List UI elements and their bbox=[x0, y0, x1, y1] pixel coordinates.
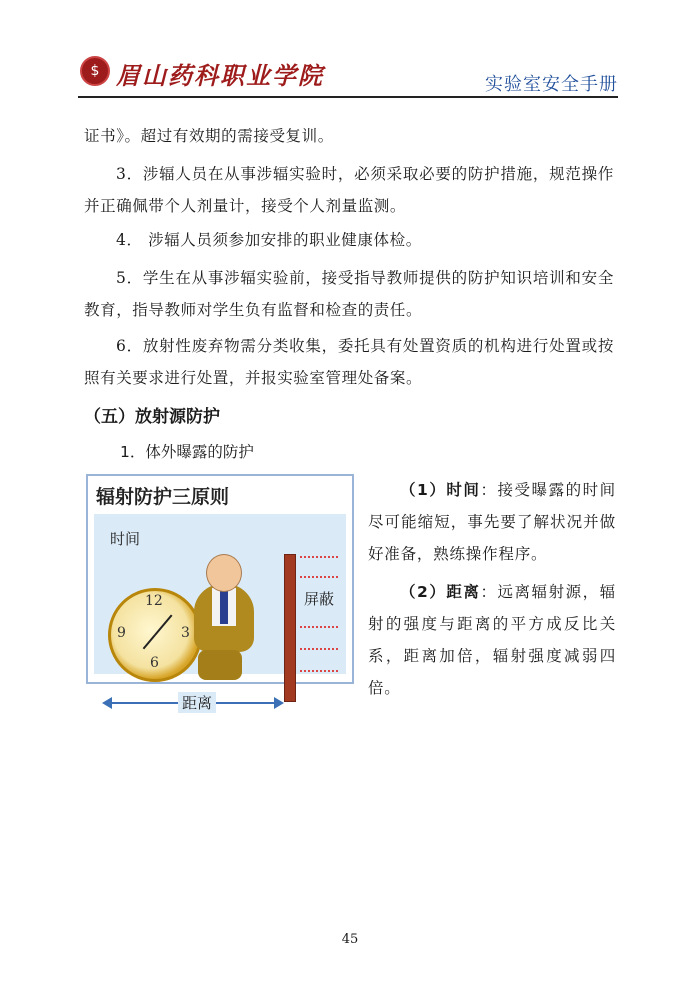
paragraph-item-3: 3．涉辐人员在从事涉辐实验时，必须采取必要的防护措施，规范操作并正确佩带个人剂量计，接受个人剂量监测。 bbox=[84, 165, 614, 215]
paragraph-item-5: 5．学生在从事涉辐实验前，接受指导教师提供的防护知识培训和安全教育，指导教师对学生负有监督和检查的责任。 bbox=[84, 269, 614, 319]
clock-number-3: 3 bbox=[181, 625, 190, 641]
subsection-title: 1．体外曝露的防护 bbox=[120, 443, 254, 461]
page-header bbox=[78, 50, 618, 100]
principle-time-paragraph bbox=[368, 474, 616, 570]
clock-number-6: 6 bbox=[150, 655, 159, 671]
label-distance: 距离 bbox=[178, 692, 216, 713]
header-divider bbox=[78, 96, 618, 98]
clock-number-9: 9 bbox=[117, 625, 126, 641]
figure-panel bbox=[94, 514, 346, 712]
figure-title: 辐射防护三原则 bbox=[96, 486, 230, 508]
person-tie bbox=[220, 590, 228, 624]
label-time: 时间 bbox=[110, 530, 141, 548]
clock-hour-hand bbox=[143, 634, 156, 649]
person-head bbox=[206, 554, 242, 592]
principle-distance-term: （2）距离 bbox=[400, 583, 481, 601]
page-number: 45 bbox=[341, 932, 359, 947]
paragraph-item-6: 6．放射性废弃物需分类收集，委托具有处置资质的机构进行处置或按照有关要求进行处置，并报实验室管理处备案。 bbox=[84, 337, 614, 387]
shield-wall bbox=[284, 554, 296, 702]
label-shield: 屏蔽 bbox=[304, 590, 335, 608]
college-seal-icon: $ bbox=[80, 56, 110, 86]
clock-number-12: 12 bbox=[145, 593, 163, 609]
principle-distance-paragraph bbox=[368, 576, 616, 704]
clock-minute-hand bbox=[154, 614, 172, 635]
principle-distance-text: ：远离辐射源，辐射的强度与距离的平方成反比关系，距离加倍，辐射强度减弱四倍。 bbox=[368, 583, 616, 697]
paragraph-certificate: 证书》。超过有效期的需接受复训。 bbox=[84, 127, 334, 145]
clock-icon bbox=[108, 588, 202, 682]
college-logo-text: 眉山药科职业学院 bbox=[116, 61, 324, 90]
radiation-arrow bbox=[300, 556, 338, 560]
person-legs bbox=[198, 650, 242, 680]
principle-time-text: ：接受曝露的时间尽可能缩短，事先要了解状况并做好准备，熟练操作程序。 bbox=[368, 481, 616, 563]
radiation-arrow bbox=[300, 626, 338, 630]
handbook-title: 实验室安全手册 bbox=[485, 74, 618, 95]
section-title: （五）放射源防护 bbox=[84, 407, 220, 427]
radiation-arrow bbox=[300, 648, 338, 652]
radiation-arrow bbox=[300, 670, 338, 674]
radiation-arrow bbox=[300, 576, 338, 580]
radiation-protection-figure bbox=[86, 474, 354, 712]
paragraph-item-4: 4． 涉辐人员须参加安排的职业健康体检。 bbox=[116, 231, 422, 249]
principle-time-term: （1）时间 bbox=[400, 481, 481, 499]
